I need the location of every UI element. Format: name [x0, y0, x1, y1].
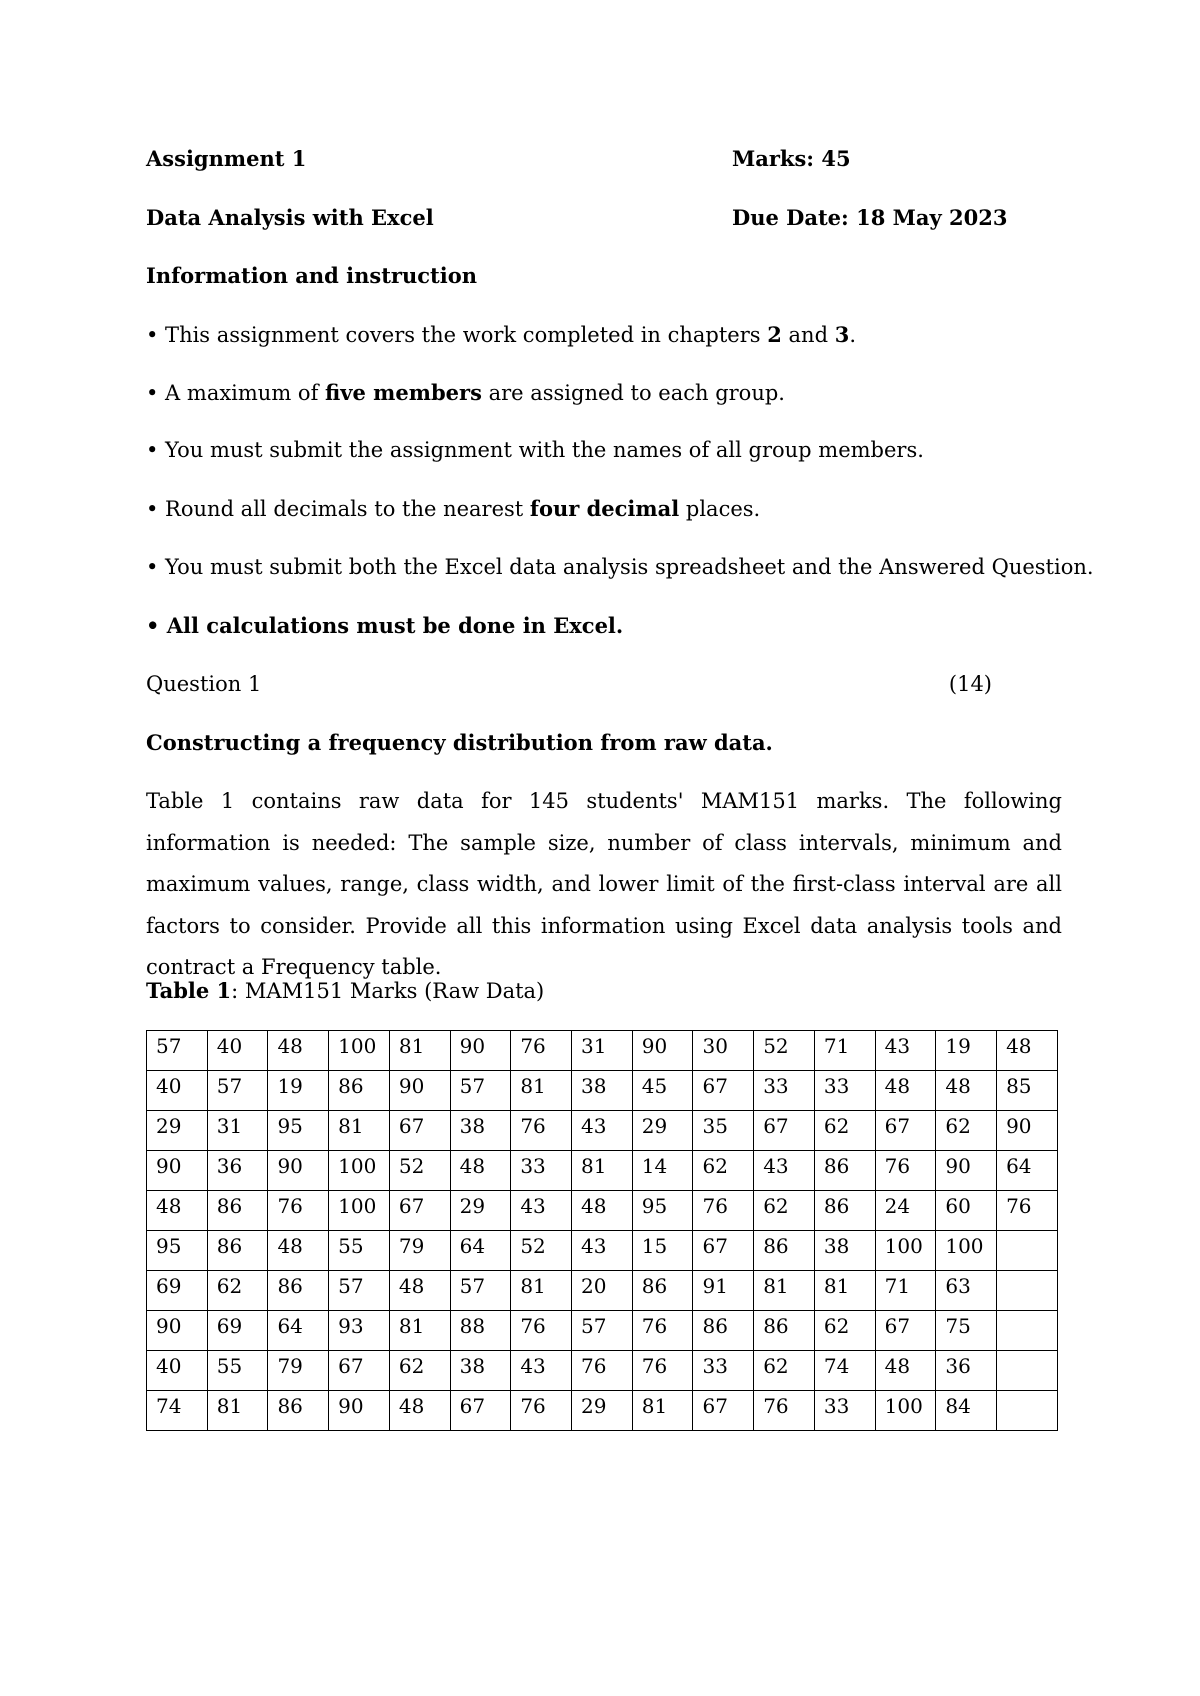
bullet-chapters: [146, 322, 856, 347]
question-body: Table 1 contains raw data for 145 students' MAM151 marks. The following information is needed: The sample size, number of class intervals, minimum and maximum values, range, class width, and lower limit of the first-class interval are all factors to consider. Provide all this information using Excel data analysis tools and contract a Frequency table.: [146, 789, 1062, 979]
table-cell: 79: [268, 1351, 329, 1391]
table-cell: 67: [754, 1111, 815, 1151]
table-cell: 90: [147, 1151, 208, 1191]
table-cell: 19: [268, 1071, 329, 1111]
bullet-text: are assigned to each group.: [481, 381, 785, 405]
bullet-names: • You must submit the assignment with the names of all group members.: [146, 438, 924, 462]
header-row-2: [146, 205, 1062, 230]
question-marks: (14): [948, 672, 992, 696]
table-cell: 48: [875, 1071, 936, 1111]
table-cell: 62: [814, 1311, 875, 1351]
table-cell: 67: [389, 1191, 450, 1231]
table-cell: 81: [572, 1151, 633, 1191]
table-cell: 60: [936, 1191, 997, 1231]
table-cell: 30: [693, 1031, 754, 1071]
table-cell: 67: [693, 1391, 754, 1431]
table-cell: 31: [207, 1111, 268, 1151]
table-cell: 100: [329, 1031, 390, 1071]
table-cell: 55: [329, 1231, 390, 1271]
table-cell: 90: [147, 1311, 208, 1351]
table-cell: [997, 1271, 1058, 1311]
assignment-title: Assignment 1: [146, 146, 307, 171]
table-cell: 91: [693, 1271, 754, 1311]
header-row-1: [146, 146, 1062, 171]
table-cell: 36: [207, 1151, 268, 1191]
table-cell: 86: [632, 1271, 693, 1311]
table-cell: 57: [147, 1031, 208, 1071]
table-row: [147, 1111, 1058, 1151]
table-cell: 86: [693, 1311, 754, 1351]
table-cell: 48: [875, 1351, 936, 1391]
bullet-text: .: [849, 323, 857, 347]
course-title: Data Analysis with Excel: [146, 205, 434, 230]
table-cell: 64: [450, 1231, 511, 1271]
table-cell: 38: [814, 1231, 875, 1271]
table-cell: 57: [450, 1271, 511, 1311]
table-cell: 29: [450, 1191, 511, 1231]
table-cell: 86: [814, 1191, 875, 1231]
table-cell: 48: [572, 1191, 633, 1231]
table-caption: [146, 978, 544, 1003]
table-cell: 29: [147, 1111, 208, 1151]
table-row: [147, 1391, 1058, 1431]
table-cell: 29: [572, 1391, 633, 1431]
table-cell: 62: [389, 1351, 450, 1391]
table-cell: 19: [936, 1031, 997, 1071]
table-cell: 90: [997, 1111, 1058, 1151]
question-label: Question 1: [146, 672, 262, 696]
bullet-text: • Round all decimals to the nearest: [146, 497, 530, 521]
table-row: [147, 1311, 1058, 1351]
table-cell: 95: [147, 1231, 208, 1271]
table-cell: 81: [389, 1031, 450, 1071]
table-cell: 90: [450, 1031, 511, 1071]
bullet-group-size: [146, 380, 785, 405]
table-cell: 81: [754, 1271, 815, 1311]
table-cell: 76: [511, 1311, 572, 1351]
table-cell: 38: [572, 1071, 633, 1111]
table-cell: 86: [207, 1191, 268, 1231]
info-heading: Information and instruction: [146, 263, 477, 288]
table-cell: 33: [511, 1151, 572, 1191]
table-row: [147, 1351, 1058, 1391]
table-cell: 67: [389, 1111, 450, 1151]
table-cell: 95: [268, 1111, 329, 1151]
table-cell: 43: [572, 1111, 633, 1151]
table-row: [147, 1191, 1058, 1231]
table-cell: 69: [147, 1271, 208, 1311]
table-cell: 48: [389, 1391, 450, 1431]
table-cell: 48: [389, 1271, 450, 1311]
table-row: [147, 1231, 1058, 1271]
table-cell: 76: [632, 1351, 693, 1391]
table-cell: 90: [632, 1031, 693, 1071]
table-cell: 90: [329, 1391, 390, 1431]
bullet-text: • A maximum of: [146, 381, 326, 405]
table-cell: 76: [632, 1311, 693, 1351]
table-cell: 76: [511, 1111, 572, 1151]
table-cell: 90: [389, 1071, 450, 1111]
table-cell: 76: [693, 1191, 754, 1231]
table-cell: 38: [450, 1111, 511, 1151]
table-cell: 76: [511, 1391, 572, 1431]
bullet-bold: 3: [834, 322, 850, 347]
table-caption-label: Table 1: [146, 978, 232, 1003]
bullet-text: • This assignment covers the work completed in chapters: [146, 323, 768, 347]
table-cell: 67: [875, 1311, 936, 1351]
table-cell: 100: [329, 1191, 390, 1231]
table-cell: 48: [450, 1151, 511, 1191]
table-caption-text: : MAM151 Marks (Raw Data): [231, 979, 545, 1003]
table-cell: 67: [329, 1351, 390, 1391]
table-cell: 40: [207, 1031, 268, 1071]
bullet-excel: • All calculations must be done in Excel.: [146, 613, 624, 638]
table-cell: 76: [268, 1191, 329, 1231]
table-cell: 71: [814, 1031, 875, 1071]
table-cell: 84: [936, 1391, 997, 1431]
table-cell: 43: [754, 1151, 815, 1191]
table-cell: 76: [572, 1351, 633, 1391]
table-cell: 81: [207, 1391, 268, 1431]
table-cell: 35: [693, 1111, 754, 1151]
table-cell: 48: [997, 1031, 1058, 1071]
table-cell: 74: [814, 1351, 875, 1391]
table-cell: 86: [814, 1151, 875, 1191]
table-cell: 86: [268, 1271, 329, 1311]
table-cell: 55: [207, 1351, 268, 1391]
table-cell: 67: [693, 1231, 754, 1271]
table-cell: 81: [329, 1111, 390, 1151]
table-cell: 74: [147, 1391, 208, 1431]
table-cell: [997, 1231, 1058, 1271]
table-row: [147, 1271, 1058, 1311]
table-cell: 52: [511, 1231, 572, 1271]
table-cell: 29: [632, 1111, 693, 1151]
table-cell: 43: [875, 1031, 936, 1071]
table-cell: 63: [936, 1271, 997, 1311]
table-cell: 62: [936, 1111, 997, 1151]
bullet-text: and: [781, 323, 835, 347]
table-cell: 36: [936, 1351, 997, 1391]
table-cell: 81: [511, 1071, 572, 1111]
table-cell: 14: [632, 1151, 693, 1191]
table-cell: 67: [693, 1071, 754, 1111]
table-cell: 20: [572, 1271, 633, 1311]
table-cell: 52: [389, 1151, 450, 1191]
table-cell: 100: [875, 1391, 936, 1431]
table-cell: 100: [329, 1151, 390, 1191]
table-cell: 76: [997, 1191, 1058, 1231]
table-cell: 31: [572, 1031, 633, 1071]
table-cell: 62: [693, 1151, 754, 1191]
table-cell: 33: [693, 1351, 754, 1391]
table-cell: 86: [329, 1071, 390, 1111]
table-cell: 40: [147, 1071, 208, 1111]
due-date: Due Date: 18 May 2023: [732, 205, 1008, 230]
table-cell: 62: [814, 1111, 875, 1151]
table-cell: 100: [875, 1231, 936, 1271]
total-marks: Marks: 45: [732, 146, 851, 171]
table-cell: 86: [754, 1231, 815, 1271]
table-cell: 57: [572, 1311, 633, 1351]
table-cell: 69: [207, 1311, 268, 1351]
table-row: [147, 1151, 1058, 1191]
table-cell: [997, 1311, 1058, 1351]
bullet-bold: 2: [767, 322, 782, 347]
table-cell: 48: [268, 1031, 329, 1071]
table-cell: 71: [875, 1271, 936, 1311]
table-cell: 81: [814, 1271, 875, 1311]
table-cell: [997, 1391, 1058, 1431]
raw-data-table-body: [147, 1031, 1058, 1431]
table-cell: 85: [997, 1071, 1058, 1111]
table-cell: 76: [754, 1391, 815, 1431]
table-cell: 86: [754, 1311, 815, 1351]
table-cell: 48: [936, 1071, 997, 1111]
table-cell: 43: [572, 1231, 633, 1271]
table-cell: 33: [814, 1391, 875, 1431]
table-cell: 15: [632, 1231, 693, 1271]
table-cell: 38: [450, 1351, 511, 1391]
table-cell: 57: [329, 1271, 390, 1311]
raw-data-table: [146, 1030, 1058, 1431]
table-cell: 81: [632, 1391, 693, 1431]
bullet-submit: • You must submit both the Excel data analysis spreadsheet and the Answered Question.: [146, 555, 1094, 579]
table-cell: 48: [147, 1191, 208, 1231]
bullet-bold: four decimal: [529, 496, 680, 521]
table-cell: 76: [511, 1031, 572, 1071]
table-cell: 95: [632, 1191, 693, 1231]
bullet-text: places.: [679, 497, 761, 521]
table-cell: 79: [389, 1231, 450, 1271]
bullet-bold: five members: [325, 380, 482, 405]
table-cell: 81: [511, 1271, 572, 1311]
table-cell: 100: [936, 1231, 997, 1271]
table-cell: 24: [875, 1191, 936, 1231]
table-cell: 48: [268, 1231, 329, 1271]
table-cell: 81: [389, 1311, 450, 1351]
table-cell: 43: [511, 1191, 572, 1231]
table-row: [147, 1031, 1058, 1071]
table-cell: 64: [268, 1311, 329, 1351]
table-cell: 45: [632, 1071, 693, 1111]
table-cell: 86: [207, 1231, 268, 1271]
table-row: [147, 1071, 1058, 1111]
bullet-rounding: [146, 496, 760, 521]
table-cell: 93: [329, 1311, 390, 1351]
table-cell: 40: [147, 1351, 208, 1391]
table-cell: 67: [875, 1111, 936, 1151]
table-cell: 43: [511, 1351, 572, 1391]
table-cell: 76: [875, 1151, 936, 1191]
table-cell: 62: [754, 1351, 815, 1391]
table-cell: 57: [207, 1071, 268, 1111]
table-cell: 86: [268, 1391, 329, 1431]
table-cell: 90: [936, 1151, 997, 1191]
table-cell: 57: [450, 1071, 511, 1111]
table-cell: 62: [754, 1191, 815, 1231]
table-cell: 33: [754, 1071, 815, 1111]
table-cell: 88: [450, 1311, 511, 1351]
question-title: Constructing a frequency distribution from raw data.: [146, 730, 773, 755]
table-cell: 64: [997, 1151, 1058, 1191]
table-cell: [997, 1351, 1058, 1391]
table-cell: 90: [268, 1151, 329, 1191]
table-cell: 75: [936, 1311, 997, 1351]
table-cell: 67: [450, 1391, 511, 1431]
table-cell: 33: [814, 1071, 875, 1111]
table-cell: 52: [754, 1031, 815, 1071]
table-cell: 62: [207, 1271, 268, 1311]
question-header: [146, 672, 992, 696]
